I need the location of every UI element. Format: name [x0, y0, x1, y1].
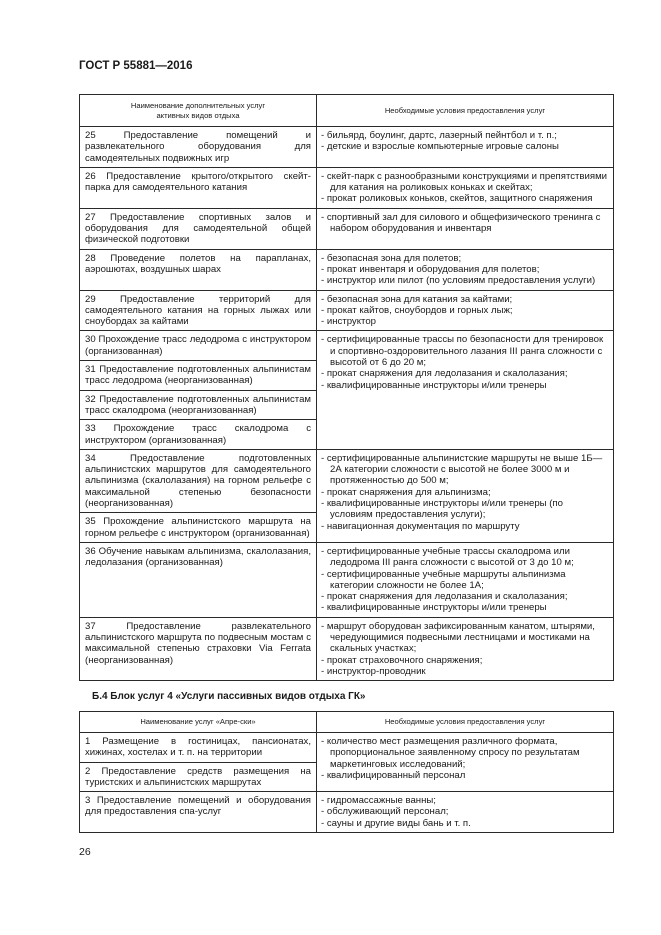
column-header-conditions: Необходимые условия предоставления услуг [317, 95, 614, 127]
conditions-cell [317, 127, 614, 168]
service-name-cell: 26 Предоставление крытого/открытого скейт-парка для самодеятельного катания [80, 167, 317, 208]
condition-item: - навигационная документация по маршруту [321, 520, 520, 532]
conditions-cell [317, 617, 614, 680]
condition-item: - прокат кайтов, сноубордов и горных лыж; [321, 304, 513, 316]
conditions-cell [317, 167, 614, 208]
table-header-row [80, 712, 614, 733]
condition-item: - квалифицированный персонал [321, 769, 466, 781]
service-name-cell: 30 Прохождение трасс ледодрома с инструктором (организованная) [80, 331, 317, 361]
conditions-cell [317, 208, 614, 249]
condition-item: - сертифицированные учебные трассы скалодрома или ледодрома III ранга сложности с высотой от 3 до 10 м; [321, 545, 574, 569]
condition-item: - сертифицированные альпинистские маршруты не выше 1Б—2А категории сложности с высотой не более 3000 м и протяженностью до 500 м; [321, 452, 603, 487]
condition-item: - инструктор [321, 316, 376, 328]
condition-item: - сауны и другие виды бань и т. п. [321, 817, 471, 829]
condition-item: - сертифицированные учебные маршруты альпинизма категории сложности не более 1А; [321, 568, 566, 591]
service-name-cell: 1 Размещение в гостиницах, пансионатах, хижинах, хостелах и т. п. на территории [80, 733, 317, 763]
service-name-cell: 31 Предоставление подготовленных альпинистам трасс ледодрома (неорганизованная) [80, 361, 317, 391]
service-name-cell: 27 Предоставление спортивных залов и оборудования для самодеятельной общей физической подготовки [80, 208, 317, 249]
service-name-cell: 37 Предоставление развлекательного альпинистского маршрута по подвесным мостам с максимальной степенью страховки Via Ferrata (неорганизованная) [80, 617, 317, 680]
condition-item: - обслуживающий персонал; [321, 806, 449, 818]
section-title: Б.4 Блок услуг 4 «Услуги пассивных видов отдыха ГК» [92, 691, 366, 702]
conditions-cell [317, 449, 614, 542]
column-header-services [80, 95, 317, 127]
condition-item: - скейт-парк с разнообразными конструкциями и препятствиями для катания на роликовых коньках и скейтах; [321, 170, 608, 194]
table-header-row [80, 95, 614, 127]
service-name-cell: 33 Прохождение трасс скалодрома с инструктором (организованная) [80, 420, 317, 450]
condition-item: - прокат инвентаря и оборудования для полетов; [321, 263, 540, 275]
condition-item: - безопасная зона для катания за кайтами; [321, 293, 513, 305]
conditions-cell [317, 290, 614, 331]
services-table-active [79, 94, 614, 681]
service-name-cell: 2 Предоставление средств размещения на туристских и альпинистских маршрутах [80, 762, 317, 792]
condition-item: - квалифицированные инструкторы и/или тренеры [321, 379, 547, 391]
condition-item: - квалифицированные инструкторы и/или тренеры (по условиям предоставления услуги); [321, 498, 563, 521]
condition-item: - прокат роликовых коньков, скейтов, защитного снаряжения [321, 193, 593, 205]
table-row [80, 167, 614, 208]
condition-item: - квалифицированные инструкторы и/или тренеры [321, 602, 547, 614]
column-header-conditions: Необходимые условия предоставления услуг [317, 712, 614, 733]
table-row [80, 290, 614, 331]
page-number: 26 [79, 846, 91, 858]
conditions-cell [317, 733, 614, 792]
service-name-cell: 29 Предоставление территорий для самодеятельного катания на горных лыжах или сноубордах за кайтами [80, 290, 317, 331]
condition-item: - маршрут оборудован зафиксированным канатом, штырями, чередующимися подвесными лестницами и мостиками на скальных участках; [321, 620, 595, 655]
table-row [80, 331, 614, 361]
service-name-cell: 3 Предоставление помещений и оборудования для предоставления спа-услуг [80, 792, 317, 833]
table-row [80, 249, 614, 290]
services-table-passive [79, 711, 614, 833]
condition-item: - инструктор-проводник [321, 665, 426, 677]
table-row [80, 449, 614, 512]
condition-item: - прокат страховочного снаряжения; [321, 654, 483, 666]
condition-item: - количество мест размещения различного формата, пропорциональное заявленному спросу по результатам маркетинговых исследований; [321, 736, 580, 770]
condition-item: - бильярд, боулинг, дартс, лазерный пейнтбол и т. п.; [321, 130, 557, 141]
service-name-cell: 28 Проведение полетов на парапланах, аэрошютах, воздушных шарах [80, 249, 317, 290]
service-name-cell: 35 Прохождение альпинистского маршрута на горном рельефе с инструктором (организованная) [80, 513, 317, 543]
condition-item: - сертифицированные трассы по безопасности для тренировок и спортивно-оздоровительного лазания III ранга сложности с высотой от 6 до 20 м; [321, 334, 604, 369]
table-row [80, 733, 614, 763]
condition-item: - гидромассажные ванны; [321, 795, 436, 807]
column-header-services-label: Наименование дополнительных услуг активных видов отдыха [130, 100, 266, 120]
conditions-cell [317, 542, 614, 617]
condition-item: - прокат снаряжения для ледолазания и скалолазания; [321, 591, 568, 603]
table-row [80, 617, 614, 680]
service-name-cell: 25 Предоставление помещений и развлекательного оборудования для самодеятельных подвижных игр [80, 127, 317, 168]
conditions-cell [317, 792, 614, 833]
service-name-cell: 36 Обучение навыкам альпинизма, скалолазания, ледолазания (организованная) [80, 542, 317, 617]
condition-item: - прокат снаряжения для ледолазания и скалолазания; [321, 368, 568, 380]
condition-item: - инструктор или пилот (по условиям предоставления услуги) [321, 275, 596, 287]
column-header-services: Наименование услуг «Апре-ски» [80, 712, 317, 733]
table-row [80, 127, 614, 168]
condition-item: - детские и взрослые компьютерные игровые салоны [321, 141, 559, 153]
table-row [80, 208, 614, 249]
document-header: ГОСТ Р 55881—2016 [79, 60, 193, 72]
service-name-cell: 34 Предоставление подготовленных альпинистских маршрутов для самодеятельного альпинизма (скалолазания) на горном рельефе с максимальной степенью безопасности (неорганизованная) [80, 449, 317, 512]
conditions-cell [317, 331, 614, 449]
conditions-cell [317, 249, 614, 290]
condition-item: - безопасная зона для полетов; [321, 252, 462, 264]
table-row [80, 792, 614, 833]
service-name-cell: 32 Предоставление подготовленных альпинистам трасс скалодрома (неорганизованная) [80, 390, 317, 420]
table-row [80, 542, 614, 617]
condition-item: - спортивный зал для силового и общефизического тренинга с набором оборудования и инвентаря [321, 211, 601, 235]
condition-item: - прокат снаряжения для альпинизма; [321, 486, 491, 498]
